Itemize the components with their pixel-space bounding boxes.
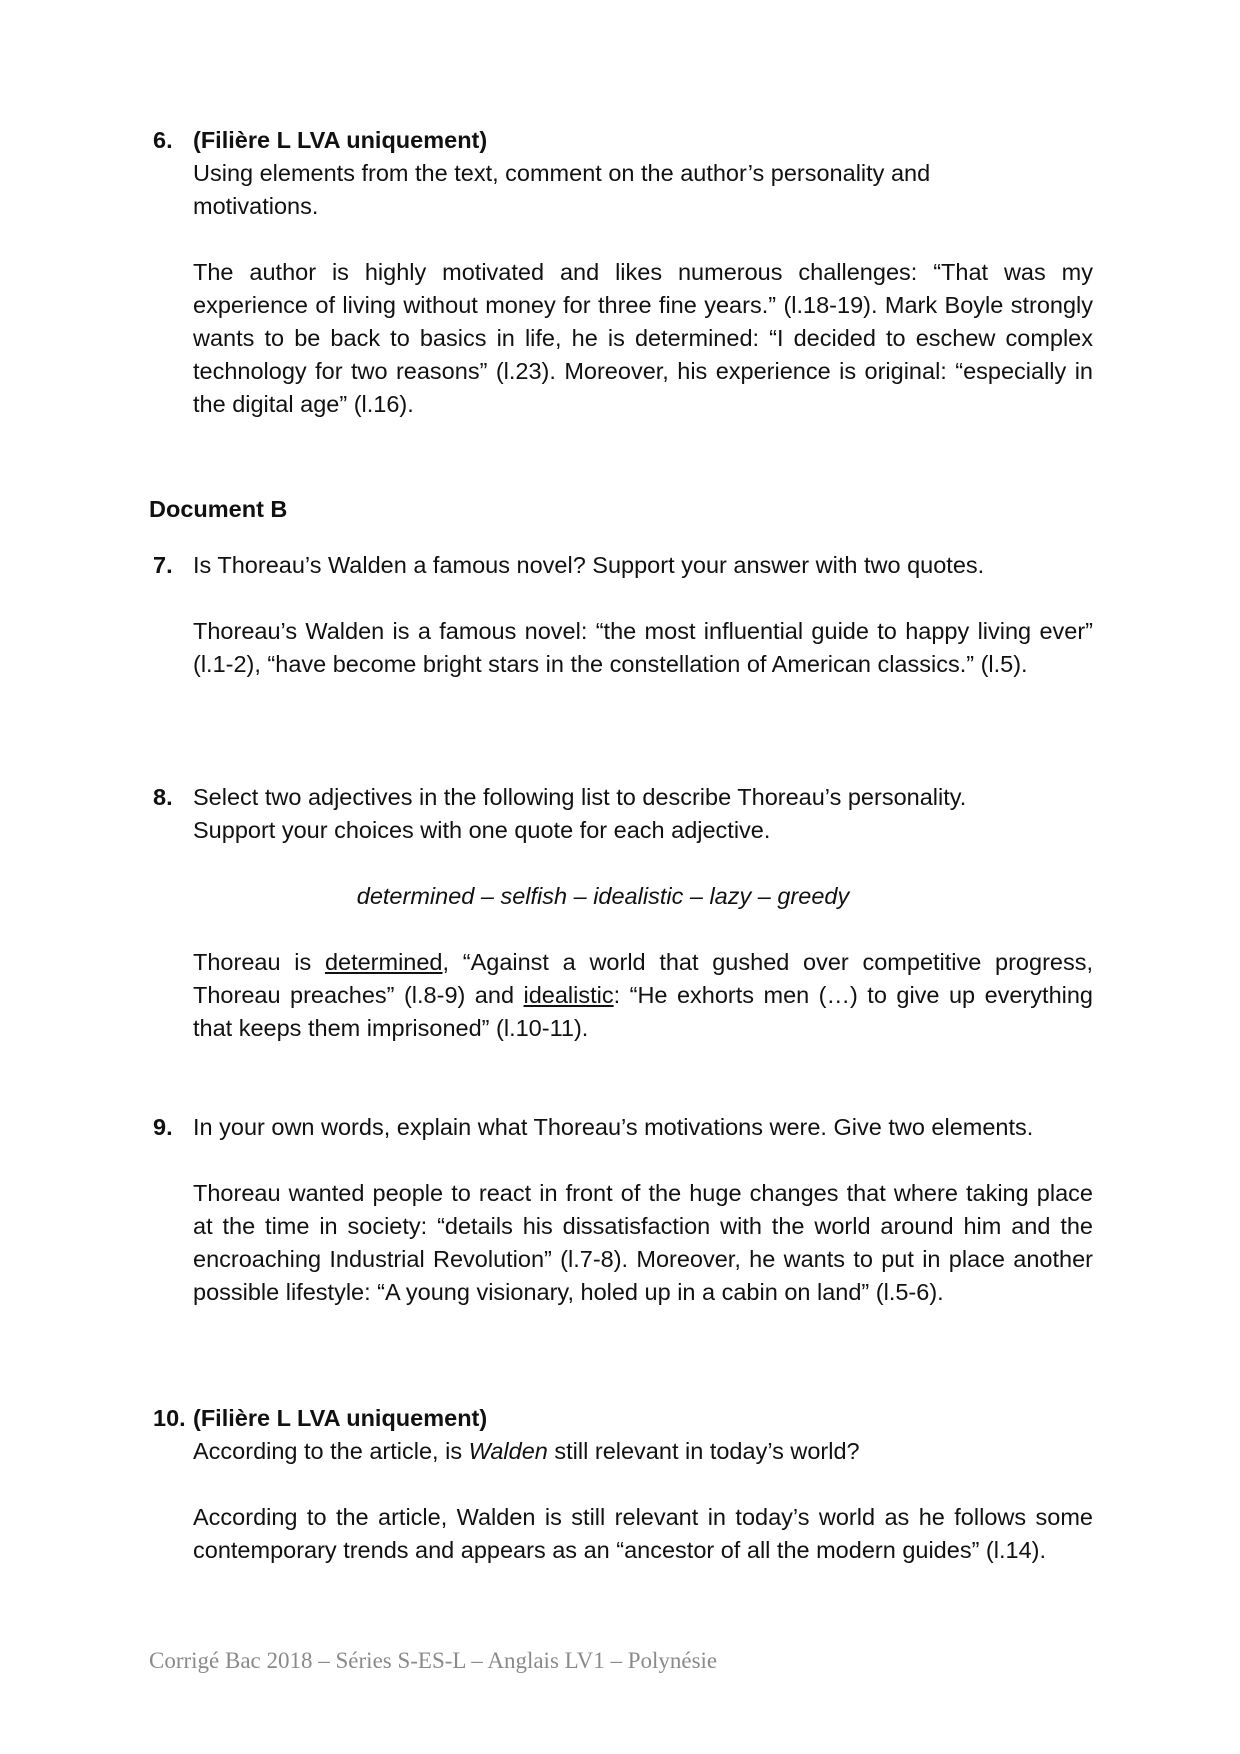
question-number: 10.: [153, 1405, 186, 1431]
underlined-adjective-idealistic: idealistic: [523, 982, 614, 1008]
question-prompt: In your own words, explain what Thoreau’s motivations were. Give two elements.: [193, 1114, 1034, 1140]
underlined-adjective-determined: determined: [324, 949, 443, 975]
adjective-list: determined – selfish – idealistic – lazy – greedy: [356, 883, 850, 909]
answer-paragraph: The author is highly motivated and likes numerous challenges: “That was my experience of living without money for three fine years.” (l.18-19). Mark Boyle strongly wants to be back to basics in life, he is determined: “I decided to eschew complex technology for two reasons” (l.23). Moreover, his experience is original: “especially in the digital age” (l.16).: [193, 259, 1093, 417]
question-number: 6.: [153, 127, 173, 153]
question-8: [153, 781, 1093, 1045]
question-prompt: Using elements from the text, comment on the author’s personality and motivations.: [193, 160, 931, 219]
question-number: 9.: [153, 1114, 173, 1140]
question-9: [153, 1111, 1093, 1309]
answer-text: , “Against a world that gushed over competitive progress, Thoreau preaches” (l.8-9) and: [193, 949, 1093, 1008]
answer-paragraph: [193, 946, 1093, 1045]
question-title: (Filière L LVA uniquement): [193, 1405, 488, 1431]
answer-text: Thoreau is: [193, 949, 325, 975]
page-footer: Corrigé Bac 2018 – Séries S-ES-L – Anglais LV1 – Polynésie: [149, 1648, 718, 1673]
prompt-text: still relevant in today’s world?: [547, 1438, 860, 1464]
book-title-walden: Walden: [468, 1438, 548, 1464]
question-prompt: Is Thoreau’s Walden a famous novel? Support your answer with two quotes.: [193, 552, 985, 578]
question-number: 8.: [153, 784, 173, 810]
answer-paragraph: According to the article, Walden is still relevant in today’s world as he follows some contemporary trends and appears as an “ancestor of all the modern guides” (l.14).: [193, 1504, 1093, 1563]
question-7: [153, 549, 1093, 681]
prompt-text: According to the article, is: [193, 1438, 469, 1464]
question-title: (Filière L LVA uniquement): [193, 127, 488, 153]
question-number: 7.: [153, 552, 173, 578]
question-6: [153, 124, 1093, 421]
answer-text: : “He exhorts men (…) to give up everything that keeps them imprisoned” (l.10-11).: [193, 982, 1093, 1041]
question-prompt-line-2: Support your choices with one quote for each adjective.: [193, 817, 771, 843]
answer-paragraph: Thoreau’s Walden is a famous novel: “the most influential guide to happy living ever” (l.1-2), “have become bright stars in the constellation of American classics.” (l.5).: [193, 618, 1093, 677]
question-prompt-line-1: Select two adjectives in the following list to describe Thoreau’s personality.: [193, 784, 967, 810]
section-heading-document-b: Document B: [149, 496, 288, 522]
question-prompt: [193, 1435, 1093, 1468]
answer-paragraph: Thoreau wanted people to react in front of the huge changes that where taking place at the time in society: “details his dissatisfaction with the world around him and the encroaching Industrial Revolution” (l.7-8). Moreover, he wants to put in place another possible lifestyle: “A young visionary, holed up in a cabin on land” (l.5-6).: [193, 1180, 1093, 1305]
question-10: [153, 1402, 1093, 1567]
